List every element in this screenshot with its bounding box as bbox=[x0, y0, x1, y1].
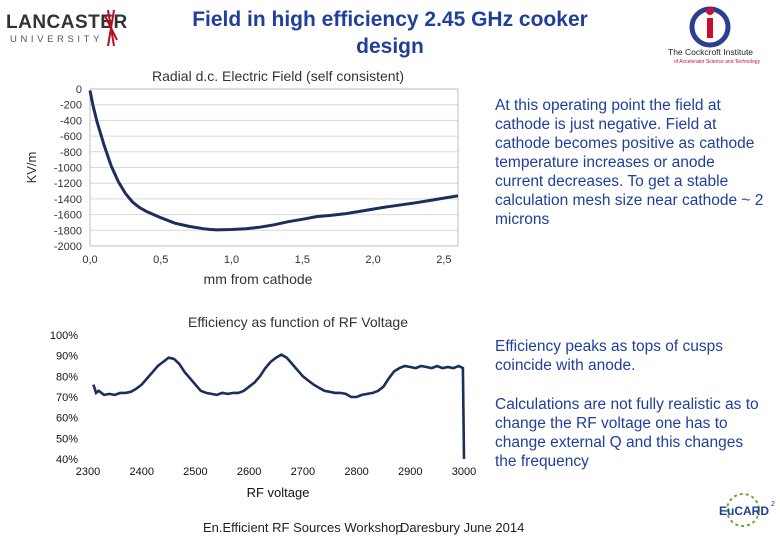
note-efficiency-peaks: Efficiency peaks as tops of cusps coincide with anode. bbox=[495, 338, 724, 374]
logo-right-sub: of Accelerator Science and Technology bbox=[674, 59, 761, 65]
logo-right-name: The Cockcroft Institute bbox=[668, 47, 754, 57]
efficiency-chart-xlabel: RF voltage bbox=[246, 485, 310, 500]
slide-title-line2: design bbox=[356, 35, 424, 58]
cockcroft-logo-graphic bbox=[664, 4, 776, 66]
efficiency-chart-x-tick-label: 2300 bbox=[75, 466, 101, 478]
cockcroft-logo bbox=[664, 4, 776, 66]
efficiency-chart-y-tick-label: 70% bbox=[55, 392, 78, 404]
field-chart-xlabel: mm from cathode bbox=[203, 271, 313, 287]
efficiency-chart-x-tick-label: 2800 bbox=[344, 466, 369, 478]
field-chart-y-tick-label: -2000 bbox=[53, 241, 82, 253]
field-chart-y-ticks bbox=[54, 84, 82, 253]
lancaster-logo bbox=[4, 6, 134, 51]
field-chart-grid bbox=[90, 89, 458, 246]
field-chart-x-tick-label: 2,5 bbox=[436, 254, 452, 266]
efficiency-chart-y-tick-label: 100% bbox=[49, 330, 78, 342]
field-chart-y-tick-label: -1200 bbox=[53, 178, 82, 191]
field-chart-x-tick-label: 2,0 bbox=[365, 254, 381, 266]
field-chart-x-tick-label: 0,0 bbox=[82, 254, 98, 266]
field-chart-y-tick-label: -1000 bbox=[53, 162, 82, 175]
slide-title bbox=[150, 6, 630, 60]
field-chart-y-tick-label: -1400 bbox=[53, 193, 82, 206]
field-chart-y-tick-label: -1800 bbox=[53, 225, 82, 238]
field-chart-y-tick-label: -400 bbox=[59, 115, 82, 128]
efficiency-chart-x-tick-label: 3000 bbox=[451, 466, 477, 478]
efficiency-chart-y-tick-label: 60% bbox=[55, 412, 78, 425]
efficiency-chart-x-tick-label: 2500 bbox=[183, 466, 208, 478]
field-chart-y-tick-label: -800 bbox=[59, 146, 82, 159]
chart1-title: Radial d.c. Electric Field (self consistent) bbox=[152, 68, 405, 84]
logo-bottom-name: EuCARD bbox=[719, 504, 769, 518]
field-chart-y-tick-label: -200 bbox=[59, 99, 82, 112]
logo-bottom-sup: 2 bbox=[771, 501, 775, 508]
efficiency-chart-x-tick-label: 2600 bbox=[236, 466, 262, 478]
footer-venue-date: Daresbury June 2014 bbox=[400, 520, 525, 535]
logo-left-name: LANCASTER bbox=[6, 12, 128, 33]
efficiency-chart-y-tick-label: 80% bbox=[55, 371, 78, 384]
field-chart-x-tick-label: 1,5 bbox=[294, 254, 310, 266]
field-chart-ylabel: KV/m bbox=[24, 151, 39, 184]
efficiency-chart-y-tick-label: 40% bbox=[55, 454, 78, 466]
field-chart-x-tick-label: 1,0 bbox=[223, 254, 240, 266]
chart2-title: Efficiency as function of RF Voltage bbox=[188, 314, 408, 330]
note-field-explanation: At this operating point the field at cathode is just negative. Field at cathode becomes positive as cathode temperature increases or anode current decreases. To get a stable calculation mesh size near cathode ~ 2 microns bbox=[495, 97, 764, 228]
efficiency-chart-x-tick-label: 2900 bbox=[398, 466, 423, 478]
note-calculation-limits: Calculations are not fully realistic as to change the RF voltage one has to change external Q and this changes the frequency bbox=[495, 396, 759, 470]
lancaster-logo-graphic bbox=[4, 6, 134, 51]
field-chart-y-tick-label: -600 bbox=[59, 131, 82, 144]
efficiency-chart-y-tick-label: 90% bbox=[55, 350, 78, 363]
field-chart-x-ticks bbox=[82, 254, 451, 266]
efficiency-chart-x-tick-label: 2700 bbox=[290, 466, 316, 478]
field-chart bbox=[0, 80, 470, 290]
field-chart-y-tick-label: -1600 bbox=[53, 209, 82, 222]
logo-left-sub: UNIVERSITY bbox=[10, 34, 104, 45]
footer-workshop: En.Efficient RF Sources Workshop bbox=[203, 520, 403, 535]
efficiency-chart-x-ticks bbox=[76, 466, 476, 478]
field-chart-series-line bbox=[90, 91, 458, 230]
field-chart-y-tick-label: 0 bbox=[75, 84, 82, 96]
efficiency-chart-x-tick-label: 2400 bbox=[129, 466, 154, 478]
efficiency-chart bbox=[0, 325, 480, 510]
efficiency-chart-y-ticks bbox=[50, 330, 78, 466]
efficiency-chart-series-line bbox=[93, 355, 464, 459]
slide-title-line1: Field in high efficiency 2.45 GHz cooker bbox=[192, 8, 588, 31]
field-chart-x-tick-label: 0,5 bbox=[153, 254, 169, 266]
efficiency-chart-y-tick-label: 50% bbox=[55, 433, 78, 446]
eucard-logo bbox=[705, 488, 780, 533]
eucard-logo-graphic bbox=[705, 488, 780, 533]
